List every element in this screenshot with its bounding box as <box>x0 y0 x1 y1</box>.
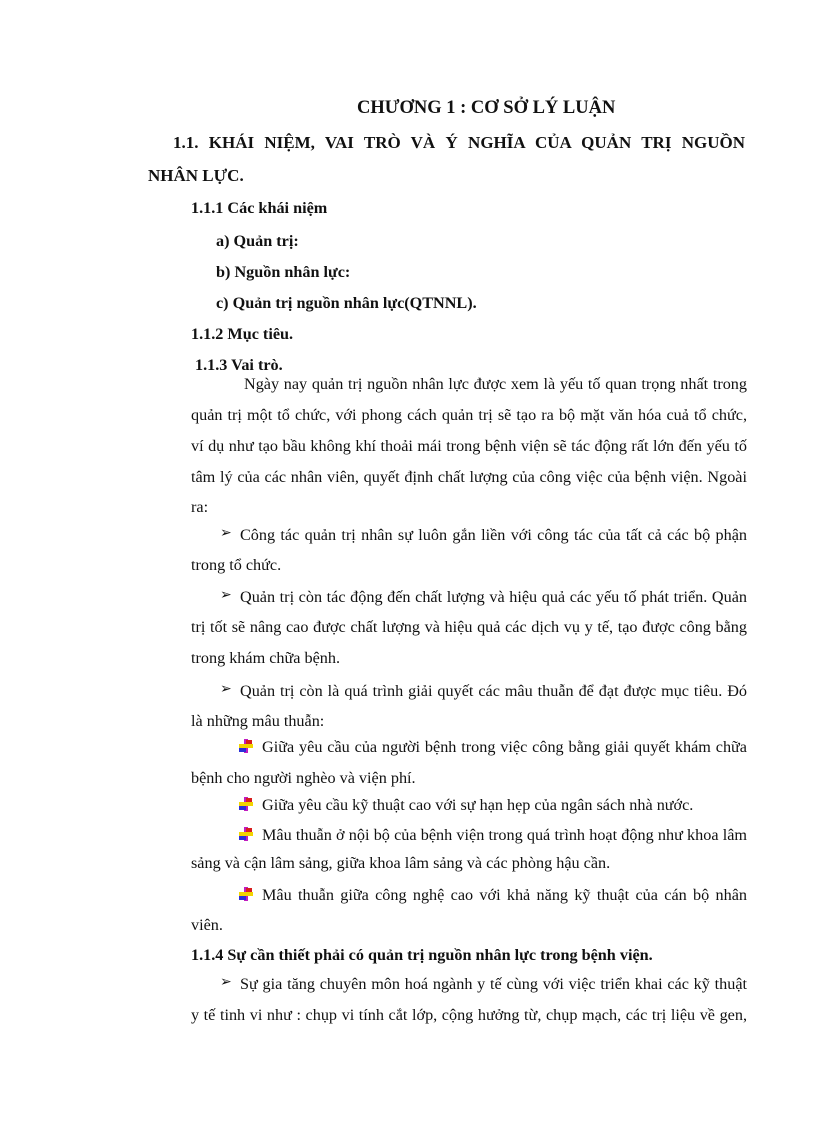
bullet-line: Sự gia tăng chuyên môn hoá ngành y tế cùng với việc triển khai các kỹ thuật <box>240 975 747 993</box>
chapter-title: CHƯƠNG 1 : CƠ SỞ LÝ LUẬN <box>357 98 616 118</box>
heading-1-1-4: 1.1.4 Sự cần thiết phải có quản trị nguồn nhân lực trong bệnh viện. <box>191 946 653 964</box>
sub-bullet-line: viên. <box>191 916 223 934</box>
colored-cross-icon <box>238 886 254 902</box>
section-heading-line-1: 1.1. KHÁI NIỆM, VAI TRÒ VÀ Ý NGHĨA CỦA QUẢN TRỊ NGUỒN <box>173 133 745 152</box>
bullet-line: Quản trị còn tác động đến chất lượng và hiệu quả các yếu tố phát triển. Quản <box>240 588 747 606</box>
arrow-bullet-icon: ➢ <box>220 526 232 541</box>
bullet-line: y tế tinh vi như : chụp vi tính cắt lớp, cộng hưởng từ, chụp mạch, các trị liệu về gen, <box>191 1006 747 1024</box>
bullet-line: Quản trị còn là quá trình giải quyết các mâu thuẫn để đạt được mục tiêu. Đó <box>240 682 747 700</box>
paragraph-line: Ngày nay quản trị nguồn nhân lực được xem là yếu tố quan trọng nhất trong <box>244 375 747 393</box>
bullet-line: Công tác quản trị nhân sự luôn gắn liền với công tác của tất cả các bộ phận <box>240 526 747 544</box>
sub-bullet-line: Mâu thuẫn giữa công nghệ cao với khả năng kỹ thuật của cán bộ nhân <box>262 886 747 904</box>
heading-b: b) Nguồn nhân lực: <box>216 263 351 281</box>
colored-cross-icon <box>238 738 254 754</box>
bullet-line: trong khám chữa bệnh. <box>191 649 341 667</box>
paragraph-line: ví dụ như tạo bầu không khí thoải mái trong bệnh viện sẽ tác động rất lớn đến yếu tố <box>191 437 747 455</box>
sub-bullet-line: Mâu thuẫn ở nội bộ của bệnh viện trong quá trình hoạt động như khoa lâm <box>262 826 747 844</box>
sub-bullet-line: Giữa yêu cầu kỹ thuật cao với sự hạn hẹp của ngân sách nhà nước. <box>262 796 694 814</box>
colored-cross-icon <box>238 796 254 812</box>
heading-a: a) Quản trị: <box>216 232 299 250</box>
arrow-bullet-icon: ➢ <box>220 975 232 990</box>
heading-1-1-2: 1.1.2 Mục tiêu. <box>191 325 294 343</box>
sub-bullet-line: sảng và cận lâm sảng, giữa khoa lâm sảng và các phòng hậu cần. <box>191 854 611 872</box>
arrow-bullet-icon: ➢ <box>220 682 232 697</box>
arrow-bullet-icon: ➢ <box>220 588 232 603</box>
sub-bullet-line: Giữa yêu cầu của người bệnh trong việc công bằng giải quyết khám chữa <box>262 738 747 756</box>
heading-1-1-3: 1.1.3 Vai trò. <box>195 356 283 374</box>
bullet-line: trong tổ chức. <box>191 556 282 574</box>
bullet-line: trị tốt sẽ nâng cao được chất lượng và hiệu quả các dịch vụ y tế, tạo được công bằng <box>191 618 747 636</box>
heading-c: c) Quản trị nguồn nhân lực(QTNNL). <box>216 294 477 312</box>
section-heading-line-2: NHÂN LỰC. <box>148 166 244 185</box>
paragraph-line: tâm lý của các nhân viên, quyết định chất lượng của công việc của bệnh viện. Ngoài <box>191 468 747 486</box>
bullet-line: là những mâu thuẫn: <box>191 712 325 730</box>
heading-1-1-1: 1.1.1 Các khái niệm <box>191 199 328 217</box>
paragraph-line: ra: <box>191 498 209 516</box>
paragraph-line: quản trị một tổ chức, với phong cách quản trị sẽ tạo ra bộ mặt văn hóa cuả tổ chức, <box>191 406 747 424</box>
colored-cross-icon <box>238 826 254 842</box>
sub-bullet-line: bệnh cho người nghèo và viện phí. <box>191 769 416 787</box>
